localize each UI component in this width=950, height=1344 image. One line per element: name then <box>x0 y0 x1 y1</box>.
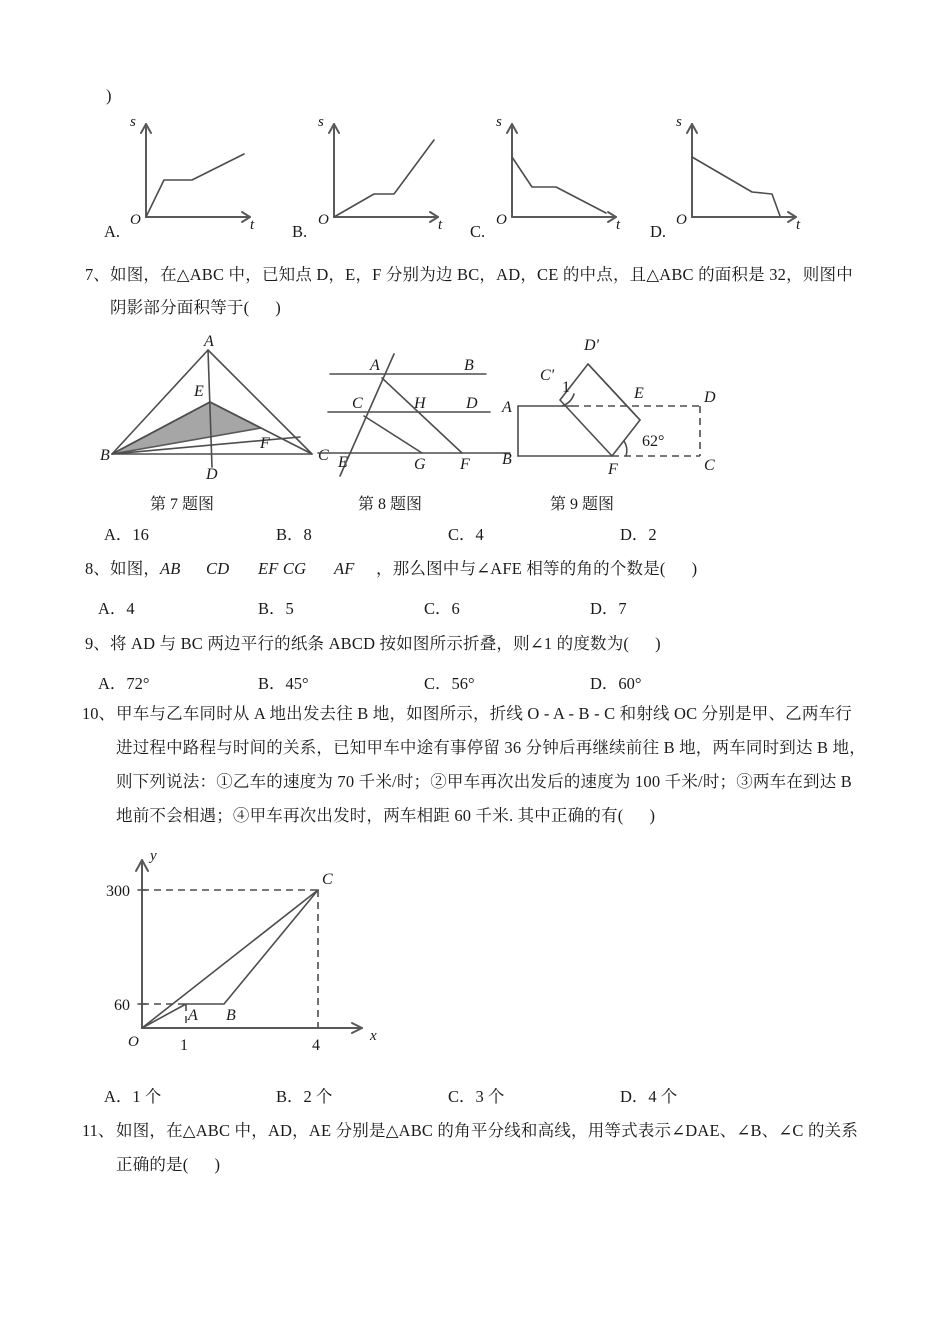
svg-text:G: G <box>414 456 426 473</box>
q6-graph-b <box>310 112 450 233</box>
q8-number: 8、 <box>85 559 110 578</box>
q6-option-c-label[interactable]: C. <box>470 222 486 241</box>
svg-text:A: A <box>502 399 512 416</box>
q10-option-a[interactable]: A．1 个 <box>104 1087 162 1106</box>
svg-text:t: t <box>616 217 621 233</box>
svg-text:O: O <box>130 212 141 228</box>
q7-line-1: 如图，在△ABC 中，已知点 D，E，F 分别为边 BC，AD，CE 的中点，且△ABC 的面积是 32，则图中 <box>110 265 853 284</box>
svg-text:D: D <box>466 395 478 412</box>
svg-text:C: C <box>318 447 329 464</box>
q7-option-a[interactable]: A．16 <box>104 525 149 544</box>
svg-text:A: A <box>204 333 214 350</box>
q8-math-af: AF <box>334 559 355 578</box>
q9-options <box>98 670 888 692</box>
svg-text:O: O <box>318 212 329 228</box>
q8-text-suffix: ，那么图中与∠AFE 相等的角的个数是( ) <box>376 559 698 578</box>
svg-text:t: t <box>796 217 801 233</box>
q6-option-d-label[interactable]: D. <box>650 222 667 241</box>
svg-text:t: t <box>250 217 255 233</box>
figure-q10-chart <box>100 842 400 1067</box>
figure-q8 <box>318 336 518 481</box>
q10-option-c[interactable]: C．3 个 <box>448 1087 505 1106</box>
svg-text:x: x <box>370 1028 377 1044</box>
svg-text:B: B <box>502 451 512 468</box>
q7-line-2: 阴影部分面积等于( ) <box>110 298 281 317</box>
q10-line-1: 甲车与乙车同时从 A 地出发去往 B 地，如图所示，折线 O - A - B - C 和射线 OC 分别是甲、乙两车行 <box>116 704 852 723</box>
svg-text:4: 4 <box>312 1037 320 1054</box>
figure-q7-caption: 第 7 题图 <box>150 496 215 513</box>
svg-text:F: F <box>460 456 470 473</box>
svg-text:C': C' <box>540 367 555 384</box>
q8-options <box>98 595 888 617</box>
svg-text:300: 300 <box>106 883 130 900</box>
svg-text:A: A <box>370 357 380 374</box>
q7-options <box>104 521 894 543</box>
q11-line-2: 正确的是( ) <box>116 1155 221 1174</box>
svg-text:60: 60 <box>114 997 130 1014</box>
figure-q8-caption: 第 8 题图 <box>358 496 423 513</box>
svg-text:F: F <box>608 461 618 478</box>
svg-text:s: s <box>130 114 136 130</box>
q8-math-cd: CD <box>206 559 230 578</box>
svg-text:y: y <box>150 848 157 864</box>
svg-text:t: t <box>438 217 443 233</box>
q9-option-c[interactable]: C．56° <box>424 674 475 693</box>
q8-option-b[interactable]: B．5 <box>258 599 294 618</box>
svg-text:E: E <box>194 383 204 400</box>
svg-text:C: C <box>322 871 333 888</box>
figure-q7 <box>100 332 350 482</box>
q9-option-d[interactable]: D．60° <box>590 674 642 693</box>
svg-text:1: 1 <box>180 1037 188 1054</box>
q6-option-b-label[interactable]: B. <box>292 222 308 241</box>
svg-text:O: O <box>496 212 507 228</box>
svg-text:D': D' <box>584 337 599 354</box>
q6-graph-c <box>488 112 628 233</box>
q7-option-d[interactable]: D．2 <box>620 525 657 544</box>
q10-options <box>104 1083 894 1105</box>
svg-text:O: O <box>128 1034 139 1050</box>
svg-text:D: D <box>206 466 218 483</box>
q7-number: 7、 <box>85 265 110 284</box>
q8-text-prefix: 如图， <box>110 559 161 578</box>
svg-text:s: s <box>676 114 682 130</box>
q10-line-4: 地前不会相遇；④甲车再次出发时，两车相距 60 千米. 其中正确的有( ) <box>116 806 656 825</box>
q9-option-a[interactable]: A．72° <box>98 674 150 693</box>
svg-text:B: B <box>226 1007 236 1024</box>
q10-option-b[interactable]: B．2 个 <box>276 1087 333 1106</box>
svg-text:C: C <box>704 457 715 474</box>
q8-option-d[interactable]: D．7 <box>590 599 627 618</box>
q10-line-2: 进过程中路程与时间的关系，已知甲车中途有事停留 36 分钟后再继续前往 B 地，两车同时到达 B 地， <box>116 738 866 757</box>
q6-graph-a <box>122 112 262 233</box>
q8-option-c[interactable]: C．6 <box>424 599 460 618</box>
q6-graph-d <box>668 112 808 233</box>
svg-text:s: s <box>318 114 324 130</box>
svg-text:C: C <box>352 395 363 412</box>
figure-q9 <box>500 328 750 478</box>
q9-option-b[interactable]: B．45° <box>258 674 309 693</box>
svg-text:E: E <box>634 385 644 402</box>
q8-math-efcg: EF CG <box>258 559 307 578</box>
q11-line-1: 如图，在△ABC 中，AD，AE 分别是△ABC 的角平分线和高线，用等式表示∠DAE、∠B、∠C 的关系 <box>116 1121 859 1140</box>
figure-q9-caption: 第 9 题图 <box>550 496 615 513</box>
svg-text:E: E <box>338 454 348 471</box>
q8-math-ab: AB <box>160 559 181 578</box>
q9-line-1: 将 AD 与 BC 两边平行的纸条 ABCD 按如图所示折叠，则∠1 的度数为( ) <box>110 634 661 653</box>
q10-option-d[interactable]: D．4 个 <box>620 1087 678 1106</box>
q10-line-3: 则下列说法：①乙车的速度为 70 千米/时；②甲车再次出发后的速度为 100 千米/时；③两车在到达 B <box>116 772 852 791</box>
svg-text:s: s <box>496 114 502 130</box>
q7-option-b[interactable]: B．8 <box>276 525 312 544</box>
svg-text:F: F <box>260 435 270 452</box>
svg-text:62°: 62° <box>642 433 665 450</box>
q8-option-a[interactable]: A．4 <box>98 599 135 618</box>
q7-option-c[interactable]: C．4 <box>448 525 484 544</box>
svg-text:O: O <box>676 212 687 228</box>
svg-text:1: 1 <box>562 379 570 396</box>
svg-text:B: B <box>100 447 110 464</box>
q11-number: 11、 <box>82 1121 115 1140</box>
q10-number: 10、 <box>82 704 115 723</box>
top-fragment: ) <box>106 86 112 105</box>
q6-option-a-label[interactable]: A. <box>104 222 121 241</box>
q9-number: 9、 <box>85 634 110 653</box>
svg-text:B: B <box>464 357 474 374</box>
svg-text:H: H <box>414 395 426 412</box>
svg-text:D: D <box>704 389 716 406</box>
svg-text:A: A <box>188 1007 198 1024</box>
